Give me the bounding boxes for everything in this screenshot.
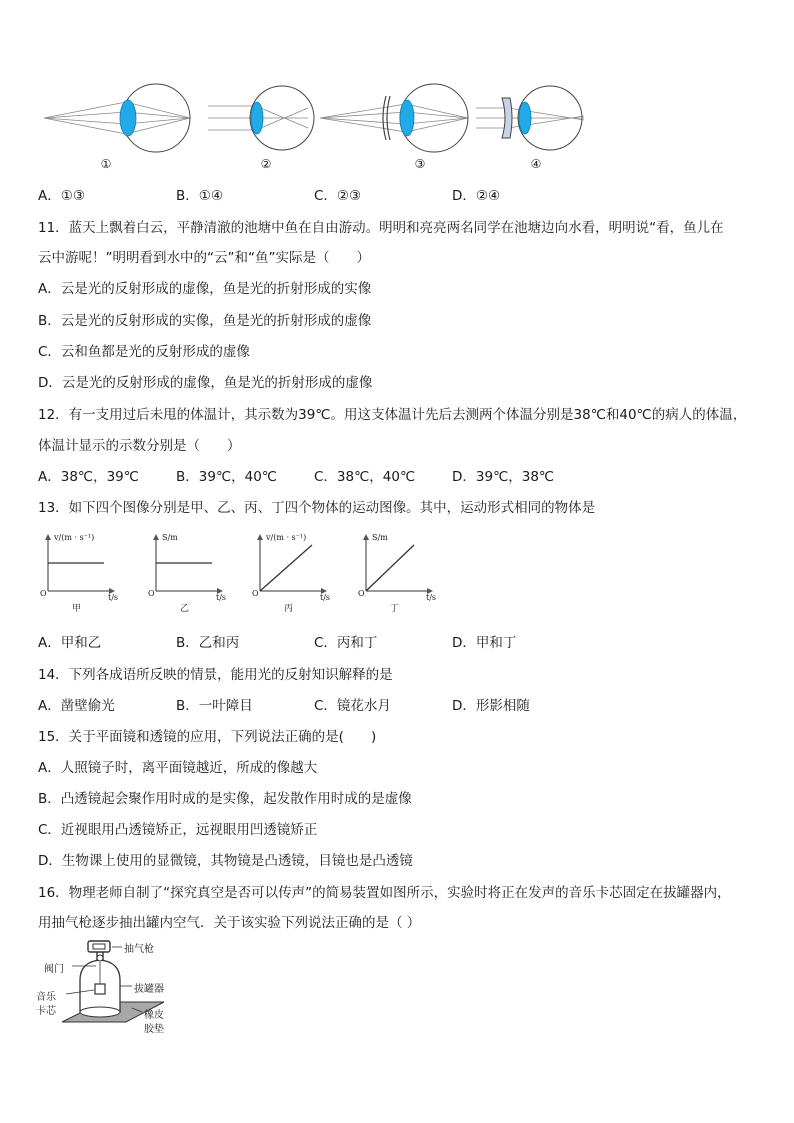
graph-yi-origin: O xyxy=(148,589,155,598)
q10-option-b[interactable]: B．①④ xyxy=(176,188,223,204)
label-cup: 拔罐器 xyxy=(134,984,164,995)
eye-diagram-4 xyxy=(476,86,584,150)
graph-ding-ylabel: S/m xyxy=(372,533,388,542)
graph-bing-name: 丙 xyxy=(284,604,294,614)
q12-option-c[interactable]: C．38℃，40℃ xyxy=(314,469,416,485)
label-pad-2: 胶垫 xyxy=(144,1024,164,1035)
eye-label-3: ③ xyxy=(414,157,426,171)
graph-jia-name: 甲 xyxy=(72,604,82,614)
graph-yi-ylabel: S/m xyxy=(162,533,178,542)
motion-graph-jia-plot xyxy=(38,533,124,599)
q10-option-c[interactable]: C．②③ xyxy=(314,188,362,204)
eye-diagrams xyxy=(38,82,598,154)
q11-option-b[interactable]: B．云是光的反射形成的实像，鱼是光的折射形成的虚像 xyxy=(38,313,372,329)
eye-diagram-3 xyxy=(320,84,468,152)
q11-option-a[interactable]: A．云是光的反射形成的虚像，鱼是光的折射形成的实像 xyxy=(38,281,372,297)
q12-stem-line-2: 体温计显示的示数分别是（ ） xyxy=(38,438,241,454)
graph-bing-ylabel: v/(m · s⁻¹) xyxy=(266,533,307,542)
q12-option-d[interactable]: D．39℃，38℃ xyxy=(452,469,555,485)
q14-option-a[interactable]: A．凿壁偷光 xyxy=(38,698,115,714)
q10-option-d[interactable]: D．②④ xyxy=(452,188,501,204)
q13-option-d[interactable]: D．甲和丁 xyxy=(452,635,517,651)
graph-yi-xlabel: t/s xyxy=(216,593,227,602)
q12-option-b[interactable]: B．39℃，40℃ xyxy=(176,469,277,485)
q12-stem-line-1: 12．有一支用过后未甩的体温计，其示数为39℃。用这支体温计先后去测两个体温分别是38℃和40℃的病人的体温， xyxy=(38,407,747,423)
q12-option-a[interactable]: A．38℃，39℃ xyxy=(38,469,139,485)
q13-option-c[interactable]: C．丙和丁 xyxy=(314,635,378,651)
q10-option-a[interactable]: A．①③ xyxy=(38,188,85,204)
label-valve: 阀门 xyxy=(44,964,64,975)
graph-bing-origin: O xyxy=(252,589,259,598)
q14-stem: 14．下列各成语所反映的情景，能用光的反射知识解释的是 xyxy=(38,667,393,683)
eye-label-1: ① xyxy=(100,157,112,171)
q15-stem: 15．关于平面镜和透镜的应用，下列说法正确的是( ) xyxy=(38,729,377,745)
graph-ding-xlabel: t/s xyxy=(426,593,437,602)
eye-diagram-1 xyxy=(44,84,190,152)
q11-stem-line-2: 云中游呢！”明明看到水中的“云”和“鱼”实际是（ ） xyxy=(38,250,370,266)
motion-graph-bing-plot xyxy=(250,533,336,599)
graph-jia-origin: O xyxy=(40,589,47,598)
motion-graph-ding-plot xyxy=(356,533,442,599)
q15-option-d[interactable]: D．生物课上使用的显微镜，其物镜是凸透镜，目镜也是凸透镜 xyxy=(38,853,413,869)
graph-ding-origin: O xyxy=(358,589,365,598)
q11-option-d[interactable]: D．云是光的反射形成的虚像，鱼是光的折射形成的虚像 xyxy=(38,375,373,391)
graph-jia-ylabel: v/(m · s⁻¹) xyxy=(54,533,95,542)
motion-graph-yi xyxy=(146,533,232,617)
label-pump: 抽气枪 xyxy=(124,944,154,955)
q16-stem-line-2: 用抽气枪逐步抽出罐内空气．关于该实验下列说法正确的是（ ） xyxy=(38,915,421,931)
q15-option-a[interactable]: A．人照镜子时，离平面镜越近，所成的像越大 xyxy=(38,760,318,776)
q15-option-c[interactable]: C．近视眼用凸透镜矫正，远视眼用凹透镜矫正 xyxy=(38,822,318,838)
q14-option-b[interactable]: B．一叶障目 xyxy=(176,698,253,714)
eye-label-2: ② xyxy=(260,157,272,171)
motion-graph-ding xyxy=(356,533,442,617)
q14-option-d[interactable]: D．形影相随 xyxy=(452,698,530,714)
graph-jia-xlabel: t/s xyxy=(108,593,119,602)
graph-ding-name: 丁 xyxy=(390,604,400,614)
vacuum-apparatus-figure xyxy=(36,940,186,1036)
q13-stem: 13．如下四个图像分别是甲、乙、丙、丁四个物体的运动图像。其中，运动形式相同的物体是 xyxy=(38,500,596,516)
graph-bing-xlabel: t/s xyxy=(320,593,331,602)
q14-option-c[interactable]: C．镜花水月 xyxy=(314,698,391,714)
q11-option-c[interactable]: C．云和鱼都是光的反射形成的虚像 xyxy=(38,344,250,360)
eye-label-4: ④ xyxy=(530,157,542,171)
label-card-2: 卡芯 xyxy=(36,1006,56,1017)
motion-graph-bing xyxy=(250,533,336,617)
q16-stem-line-1: 16．物理老师自制了“探究真空是否可以传声”的简易装置如图所示，实验时将正在发声的音乐卡芯固定在拔罐器内， xyxy=(38,885,731,901)
eye-diagram-2 xyxy=(208,86,314,150)
q11-stem-line-1: 11．蓝天上飘着白云，平静清澈的池塘中鱼在自由游动。明明和亮亮两名同学在池塘边向水看，明明说“看，鱼儿在 xyxy=(38,220,724,236)
graph-yi-name: 乙 xyxy=(180,604,190,614)
q13-option-a[interactable]: A．甲和乙 xyxy=(38,635,102,651)
label-pad-1: 橡皮 xyxy=(144,1010,164,1021)
label-card-1: 音乐 xyxy=(36,992,56,1003)
q15-option-b[interactable]: B．凸透镜起会聚作用时成的是实像，起发散作用时成的是虚像 xyxy=(38,791,412,807)
q13-option-b[interactable]: B．乙和丙 xyxy=(176,635,240,651)
motion-graph-yi-plot xyxy=(146,533,232,599)
motion-graph-jia xyxy=(38,533,124,617)
